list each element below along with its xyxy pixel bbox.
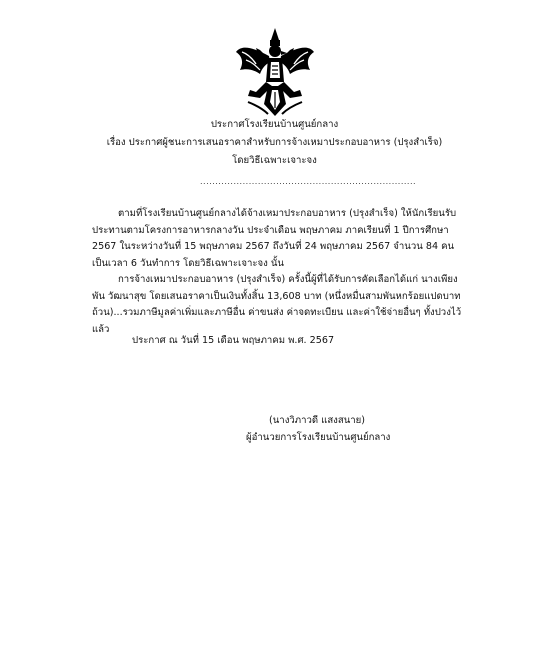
document-subject: เรื่อง ประกาศผู้ชนะการเสนอราคาสำหรับการจ้างเหมาประกอบอาหาร (ปรุงสำเร็จ)	[106, 137, 443, 148]
announcement-date: ประกาศ ณ วันที่ 15 เดือน พฤษภาคม พ.ศ. 2567	[132, 335, 335, 346]
body-paragraph-1-container	[92, 206, 462, 272]
dotted-separator: .......................................................................	[200, 177, 417, 186]
signatory-name: (นางวิภาวดี แสงสนาย)	[269, 415, 366, 426]
body-paragraph-2: การจ้างเหมาประกอบอาหาร (ปรุงสำเร็จ) ครั้งนี้ผู้ที่ได้รับการคัดเลือกได้แก่ นางเพียงพัน วัฒนาสุข โดยเสนอราคาเป็นเงินทั้งสิ้น 13,608 บาท (หนึ่งหมื่นสามพันหกร้อยแปดบาทถ้วน)...รวมภาษีมูลค่าเพิ่มและภาษีอื่น ค่าขนส่ง ค่าจดทะเบียน และค่าใช้จ่ายอื่นๆ ทั้งปวงไว้แล้ว	[92, 274, 462, 335]
body-paragraph-2-container	[92, 272, 462, 338]
procurement-method: โดยวิธีเฉพาะเจาะจง	[232, 155, 317, 166]
garuda-emblem-icon	[234, 26, 316, 118]
signatory-position: ผู้อำนวยการโรงเรียนบ้านศูนย์กลาง	[246, 432, 391, 443]
document-title: ประกาศโรงเรียนบ้านศูนย์กลาง	[210, 119, 339, 130]
body-paragraph-1: ตามที่โรงเรียนบ้านศูนย์กลางได้จ้างเหมาประกอบอาหาร (ปรุงสำเร็จ) ให้นักเรียนรับประทานตามโครงการอาหารกลางวัน ประจำเดือน พฤษภาคม ภาคเรียนที่ 1 ปีการศึกษา 2567 ในระหว่างวันที่ 15 พฤษภาคม 2567 ถึงวันที่ 24 พฤษภาคม 2567 จำนวน 84 คน เป็นเวลา 6 วันทำการ โดยวิธีเฉพาะเจาะจง นั้น	[92, 208, 457, 269]
